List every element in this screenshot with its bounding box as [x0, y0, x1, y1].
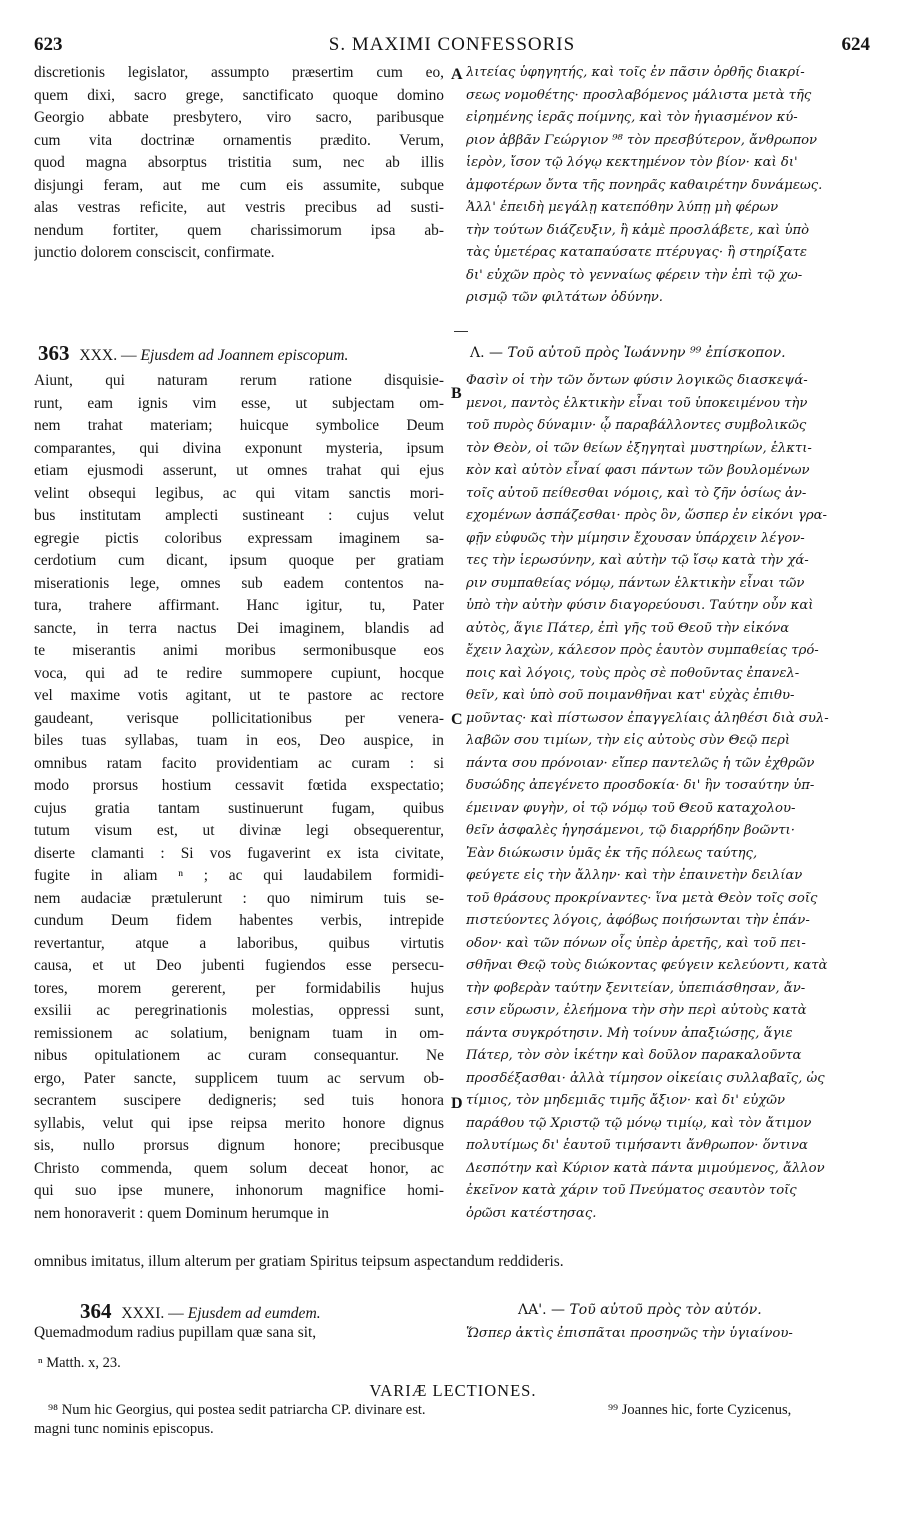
text-line: Δεσπότην καὶ Κύριον κατὰ πάντα μιμούμενος, ἄλλον: [466, 1160, 825, 1176]
text-line: ὁρῶσι κατέστησας.: [466, 1205, 597, 1221]
text-line: nibus opitulationem ac curam consequantur. Ne: [34, 1047, 444, 1064]
text-line: sis, nullo prorsus dignum honore; precibusque: [34, 1137, 444, 1154]
text-line: Georgio abbate presbytero, viro sacro, paribusque: [34, 109, 444, 126]
text-line: diserte clamanti : Si vos fugaverint ex ista civitate,: [34, 844, 444, 862]
text-line: modo prorsus hostium cessavit fœtida exspectatio;: [34, 777, 444, 794]
text-line: ἐκεῖνον κατὰ χάριν τοῦ Πνεύματος σεαυτὸν τοῖς: [466, 1183, 797, 1198]
text-line: κὸν καὶ αὐτὸν εἶναί φασι πάντων τῶν βουλομένων: [466, 463, 810, 478]
text-line: τοῦ πυρὸς δύναμιν· ᾧ παραβάλλοντες συμβολικῶς: [466, 418, 807, 433]
text-line: μενοι, παντὸς ἑλκτικὴν εἶναι τοῦ ὑποκειμένου τὴν: [466, 395, 808, 411]
text-line: τὰς ὑμετέρας καταπαύσατε πτέρυγας· ἢ στηρίξατε: [466, 245, 807, 260]
margin-letter-c: C: [451, 711, 463, 728]
section-30-greek-column: [466, 370, 870, 1225]
text-line: causa, et ut Deo jubenti fugiendos esse persecu-: [34, 957, 444, 974]
section-30-greek-prefix: Λ. —: [470, 345, 504, 361]
text-line: nem audaciæ prætulerunt : quo nimirum tuis se-: [34, 889, 444, 907]
margin-letter-b: B: [451, 385, 462, 402]
section-31-number: 364: [80, 1299, 112, 1323]
text-line: λιτείας ὑφηγητής, καὶ τοῖς ἐν πᾶσιν ὀρθῆς διακρί-: [466, 65, 805, 80]
variant-note-98: ⁹⁸ Num hic Georgius, qui postea sedit patriarcha CP. divinare est.: [48, 1402, 426, 1418]
text-line: cum vita doctrinæ ornamentis prædito. Verum,: [34, 131, 444, 149]
text-line: εχομένων ἀσπάζεσθαι· πρὸς ὃν, ὥσπερ ἐν εἰκόνι γρα-: [466, 508, 827, 523]
text-line: Ἀλλ' ἐπειδὴ μεγάλῃ κατεπόθην λύπῃ μὴ φέρων: [466, 200, 779, 215]
section-31-greek-title: Τοῦ αὐτοῦ πρὸς τὸν αὐτόν.: [569, 1302, 762, 1318]
text-line: runt, eam ignis vim esse, ut subjectam om-: [34, 394, 444, 412]
text-line: Ἐὰν διώκωσιν ὑμᾶς ἐκ τῆς πόλεως ταύτης,: [466, 845, 758, 861]
text-line: secrantem suscipere dedigneris; sed tuis honora: [34, 1092, 444, 1109]
text-line: λαβῶν σου τιμίων, τὴν εἰς αὐτοὺς σὺν Θεῷ περὶ: [466, 733, 791, 748]
section-30-final-line: omnibus imitatus, illum alterum per gratiam Spiritus teipsum aspectandum reddideris.: [34, 1253, 564, 1270]
section-30-latin-column: [34, 370, 444, 1225]
text-line: φεύγετε εἰς τὴν ἄλλην· καὶ τὴν ἐπαινετὴν δειλίαν: [466, 868, 803, 883]
text-line: δυσώδης ἀπεγένετο προσδοκία· δι' ἣν τοσαύτην ὑπ-: [466, 778, 815, 793]
text-line: tores, morem gererent, per formidabilis hujus: [34, 979, 444, 997]
text-line: Φασὶν οἱ τὴν τῶν ὄντων φύσιν λογικῶς διασκεψά-: [466, 373, 808, 388]
text-line: ὑπὸ τὴν αὐτὴν φύσιν διαγορεύουσι. Ταύτην οὖν καὶ: [466, 598, 814, 613]
text-line: quem dixi, sacro grege, sanctificato quoque domino: [34, 86, 444, 104]
text-line: gaudeant, verisque pollicitationibus per venera-: [34, 709, 444, 727]
text-line: tura, trahere affirmant. Hanc igitur, tu, Pater: [34, 597, 444, 614]
text-line: τοῦ θράσους προκρίναντες· ἵνα μετὰ Θεὸν τοῖς σοῖς: [466, 890, 818, 906]
text-line: alas vestras reficite, aut vestris precibus ad susti-: [34, 199, 444, 216]
page-number-right: 624: [841, 34, 870, 55]
text-line: Christo commenda, quem solum deceat honor, ac: [34, 1159, 444, 1177]
text-line: σεως νομοθέτης· προσλαβόμενος μάλιστα μετὰ τῆς: [466, 87, 812, 103]
text-line: revertantur, atque a laboribus, quibus virtutis: [34, 934, 444, 952]
text-line: πάντα συγκρότησιν. Μὴ τοίνυν ἀπαξιώσῃς, ἅγιε: [466, 1025, 793, 1041]
section-31-greek-prefix: ΛΑ'. —: [518, 1302, 565, 1318]
section-31-greek-first-line: Ὥσπερ ἀκτὶς ἐπισπᾶται προσηνῶς τὴν ὑγιαίνου-: [466, 1326, 793, 1341]
variae-lectiones-heading: VARIÆ LECTIONES.: [369, 1381, 537, 1400]
text-line: ἱερὸν, ἴσον τῷ λόγῳ κεκτημένον τὸν βίον· καὶ δι': [466, 155, 798, 170]
text-line: egregie pictis coloribus expressam imaginem sa-: [34, 529, 444, 547]
text-line: τοῖς αὐτοῦ πείθεσθαι νόμοις, καὶ τὸ ζῆν ὁσίως ἀν-: [466, 485, 807, 501]
text-line: σθῆναι Θεῷ τοὺς διώκοντας φεύγειν κελεύοντι, κατὰ: [466, 958, 828, 973]
text-line: τὴν τούτων διάζευξιν, ἢ κἀμὲ προσλάβετε, καὶ ὑπὸ: [466, 222, 810, 238]
text-line: μοῦντας· καὶ πίστωσον ἐπαγγελίαις ἀληθέσι διὰ συλ-: [466, 710, 829, 726]
variant-note-99: ⁹⁹ Joannes hic, forte Cyzicenus,: [608, 1402, 792, 1418]
text-line: omnibus ratam facito providentiam ac curam : si: [34, 754, 444, 772]
text-line: τες τὴν ἱερωσύνην, καὶ αὐτὴν τῷ ἴσῳ κατὰ τὴν χά-: [466, 553, 809, 568]
text-line: syllabis, velut qui ipse reipsa merito honore dignus: [34, 1114, 444, 1132]
text-line: οδον· καὶ τῶν πόνων οἷς ὑπὲρ ἀρετῆς, καὶ τοῦ πει-: [466, 935, 806, 951]
text-line: remissionem ac solatium, benignam tuam in om-: [34, 1024, 444, 1042]
section-30-greek-title: Τοῦ αὐτοῦ πρὸς Ἰωάννην ⁹⁹ ἐπίσκοπον.: [507, 345, 786, 361]
text-line: ρισμῷ τῶν φιλτάτων ὀδύνην.: [466, 290, 663, 305]
text-line: φῇν εὐφυῶς τὴν μίμησιν ἔχουσαν ὑπάρχειν λέγον-: [466, 530, 805, 546]
text-line: πολυτίμως δι' ἑαυτοῦ τιμήσαντι ἄνθρωπον· ὅντινα: [466, 1138, 808, 1153]
text-line: fugite in aliam ⁿ ; ac qui laudabilem formidi-: [34, 867, 444, 884]
text-line: cerdotium cum dicant, ipsum quoque per gratiam: [34, 552, 444, 569]
section-31-greek-heading: [518, 1302, 762, 1318]
margin-letter-a: A: [451, 66, 463, 83]
text-line: nem trahat materiam; huicque symbolice Deum: [34, 417, 444, 434]
text-line: bus institutam amplecti sustineant : cujus velut: [34, 507, 444, 524]
page-number-left: 623: [34, 34, 63, 55]
text-line: ποις καὶ λόγοις, τοὺς πρὸς σὲ ποθοῦντας ἐπανελ-: [466, 665, 800, 681]
text-line: προσδέξασθαι· ἀλλὰ τίμησον οἰκείαις συλλαβαῖς, ὡς: [466, 1070, 825, 1086]
text-line: miserationis lege, omnes sub eadem contentos na-: [34, 574, 444, 592]
text-line: αὐτὸς, ἅγιε Πάτερ, ἐπὶ γῆς τοῦ Θεοῦ τὴν εἰκόνα: [466, 620, 790, 636]
text-line: εσιν εὕρωσιν, ἐλεήμονα τὴν σὴν περὶ αὐτοὺς κατὰ: [466, 1003, 807, 1018]
text-line: disjungi feram, aut me cum eis assumite, subque: [34, 176, 444, 194]
text-line: etiam ejusmodi asserunt, ut omnes trahat qui ejus: [34, 462, 444, 479]
text-line: tutum visum est, ut divinæ legi obsequerentur,: [34, 822, 444, 839]
text-line: ἔχειν λαχὼν, κάλεσον πρὸς ἑαυτὸν συμπαθείας τρό-: [466, 643, 819, 658]
text-line: πάντα σου πρόνοιαν· εἴπερ παντελῶς ἡ τῶν ἐχθρῶν: [466, 755, 815, 771]
text-line: voca, qui ad te redire summopere cupiunt, hocque: [34, 664, 444, 682]
text-line: εἰρημένης ἱερᾶς ποίμνης, καὶ τὸν ἡγιασμένον κύ-: [466, 110, 798, 125]
section-30-latin-heading: [38, 341, 348, 366]
text-line: vel maxime votis agitant, ut te pastore ac rectore: [34, 687, 444, 704]
text-line: comparantes, qui divina exponunt mysteria, ipsum: [34, 439, 444, 457]
text-line: velint obsequi legibus, ac qui vitam sanctis mori-: [34, 484, 444, 502]
text-line: έμειναν φυγὴν, οἱ τῷ νόμῳ τοῦ Θεοῦ καταχολου-: [466, 800, 796, 816]
section-30-number: 363: [38, 341, 70, 365]
variant-note-98-continued: magni tunc nominis episcopus.: [34, 1421, 214, 1437]
text-line: τὸν Θεὸν, οἱ τῶν θείων ἐξηγηταὶ μυστηρίων, ἑλκτι-: [466, 440, 812, 456]
text-line: παράθου τῷ Χριστῷ τῷ μόνῳ τιμίῳ, καὶ τὸν ἄτιμον: [466, 1115, 812, 1131]
text-line: qui suo ipse munere, inhonorum magnifice homi-: [34, 1182, 444, 1199]
running-header: [34, 34, 870, 64]
text-line: cundum Deum fidem habentes verbis, intrepide: [34, 912, 444, 929]
text-line: exsilii ac peregrinationis molestias, oppressi sunt,: [34, 1002, 444, 1019]
section-31-latin-title: Ejusdem ad eumdem.: [187, 1305, 321, 1322]
text-line: nem honoraverit : quem Dominum herumque in: [34, 1204, 329, 1222]
text-line: Aiunt, qui naturam rerum ratione disquisie-: [34, 372, 444, 389]
section-30-latin-prefix: XXX. —: [79, 347, 137, 364]
text-line: ριον ἀββᾶν Γεώργιον ⁹⁸ τὸν πρεσβύτερον, ἄνθρωπον: [466, 132, 818, 148]
text-line: ριν συμπαθείας νόμῳ, πάντων ἑλκτικὴν εἶναι τῶν: [466, 575, 805, 591]
top-greek-column: [466, 62, 870, 310]
margin-letter-d: D: [451, 1095, 463, 1112]
section-30-greek-heading: [470, 345, 786, 361]
text-line: ergo, Pater sancte, supplicem tuum ac servum ob-: [34, 1069, 444, 1087]
section-30-latin-title: Ejusdem ad Joannem episcopum.: [140, 347, 349, 364]
top-latin-column: [34, 62, 444, 265]
text-line: ἀμφοτέρων ὄντα τῆς πονηρᾶς καθαιρέτην δυνάμεως.: [466, 177, 823, 193]
footnote-n: ⁿ Matth. x, 23.: [38, 1355, 121, 1371]
text-line: discretionis legislator, assumpto præsertim cum eo,: [34, 64, 444, 81]
section-31-latin-prefix: XXXI. —: [121, 1305, 184, 1322]
text-line: τίμιος, τὸν μηδεμιᾶς τιμῆς ἄξιον· καὶ δι' εὐχῶν: [466, 1093, 785, 1108]
text-line: junctio dolorem consciscit, confirmate.: [34, 244, 275, 261]
text-line: te miserantis animi moribus sermonibusque eos: [34, 642, 444, 659]
text-line: δι' εὐχῶν πρὸς τὸ γενναίως φέρειν τὴν ἐπὶ τῷ χω-: [466, 267, 803, 283]
section-31-latin-first-line: Quemadmodum radius pupillam quæ sana sit,: [34, 1324, 317, 1341]
text-line: πιστεύοντες λόγοις, ἀφόβως ποιήσωνται τὴν ἐπάν-: [466, 913, 810, 928]
text-line: nendum fortiter, quem charissimorum ipsa ab-: [34, 221, 444, 239]
text-line: θεῖν ἀσφαλὲς ἡγησάμενοι, τῷ διαρρήδην βοῶντι·: [466, 823, 795, 838]
text-line: θεῖν, καὶ ὑπὸ σοῦ ποιμανθῆναι κατ' εὐχὰς ἐπιθυ-: [466, 688, 795, 703]
section-31-latin-heading: [80, 1299, 321, 1324]
text-line: biles tuas syllabas, tuam in eos, Deo auspice, in: [34, 732, 444, 749]
text-line: sancte, in terra nactus Dei imaginem, blandis ad: [34, 619, 444, 637]
text-line: cujus gratia tantam sustinuerunt fugam, quibus: [34, 799, 444, 817]
column-separator: [454, 331, 468, 332]
running-title: S. MAXIMI CONFESSORIS: [328, 34, 576, 55]
text-line: quod magna absorptus tristitia sum, nec ab illis: [34, 154, 444, 171]
text-line: Πάτερ, τὸν σὸν ἱκέτην καὶ δοῦλον παρακαλοῦντα: [466, 1048, 802, 1063]
text-line: τὴν φοβερὰν ταύτην ξενιτείαν, ὑπεπιάσθησαν, ἄν-: [466, 980, 806, 996]
